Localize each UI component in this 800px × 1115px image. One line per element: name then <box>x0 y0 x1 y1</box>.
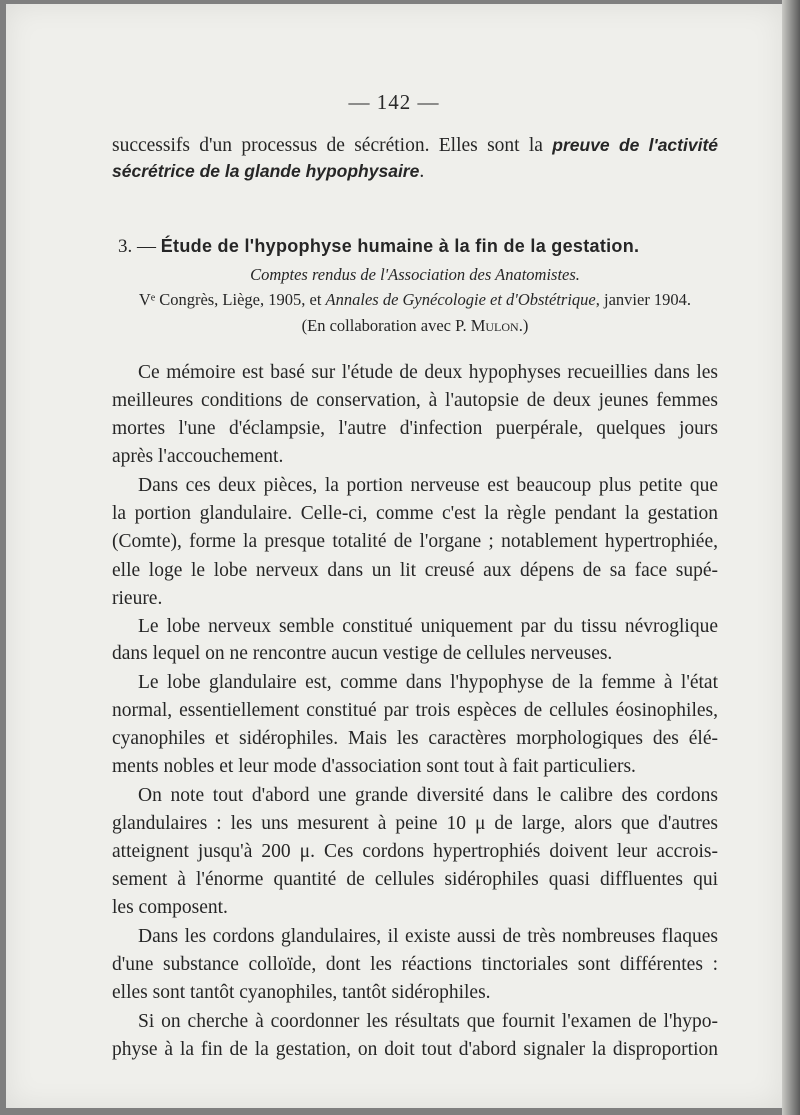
body-line: mortes l'une d'éclampsie, l'autre d'infection puerpérale, quelques jours <box>112 418 718 439</box>
page-text <box>112 4 718 1104</box>
body-line: glandulaires : les uns mesurent à peine 10 μ de large, alors que d'autres <box>112 813 718 834</box>
section-reference-3: (En collaboration avec P. Mulon.) <box>301 316 529 335</box>
intro-line-2: sécrétrice de la glande hypophysaire. <box>112 161 425 182</box>
intro-line-1: successifs d'un processus de sécrétion. Elles sont la preuve de l'activité <box>112 135 718 156</box>
body-line: cyanophiles et sidérophiles. Mais les caractères morphologiques des élé- <box>112 728 718 749</box>
body-line: Si on cherche à coordonner les résultats que fournit l'examen de l'hypo- <box>138 1011 718 1032</box>
body-line: elle loge le lobe nerveux dans un lit creusé aux dépens de sa face supé- <box>112 560 718 581</box>
page-number: — 142 — <box>348 90 440 114</box>
body-line: elles sont tantôt cyanophiles, tantôt sidérophiles. <box>112 982 491 1003</box>
body-line: Ce mémoire est basé sur l'étude de deux hypophyses recueillies dans les <box>138 362 718 383</box>
body-line: atteignent jusqu'à 200 μ. Ces cordons hypertrophiés doivent leur accrois- <box>112 841 718 862</box>
body-line: Dans les cordons glandulaires, il existe aussi de très nombreuses flaques <box>138 926 718 947</box>
body-line: Le lobe nerveux semble constitué uniquement par du tissu névroglique <box>138 616 718 637</box>
body-line: (Comte), forme la presque totalité de l'organe ; notablement hypertrophiée, <box>112 531 718 552</box>
body-line: On note tout d'abord une grande diversité dans le calibre des cordons <box>138 785 718 806</box>
body-line: les composent. <box>112 897 228 918</box>
body-line: normal, essentiellement constitué par trois espèces de cellules éosinophiles, <box>112 700 718 721</box>
page-edge-shadow <box>782 0 800 1115</box>
section-heading: 3. — Étude de l'hypophyse humaine à la fin de la gestation. <box>118 236 640 257</box>
document-page <box>6 4 782 1108</box>
body-line: Dans ces deux pièces, la portion nerveuse est beaucoup plus petite que <box>138 475 718 496</box>
body-line: la portion glandulaire. Celle-ci, comme c'est la règle pendant la gestation <box>112 503 718 524</box>
body-line: ments nobles et leur mode d'association sont tout à fait particuliers. <box>112 756 636 777</box>
body-line: d'une substance colloïde, dont les réactions tinctoriales sont différentes : <box>112 954 718 975</box>
section-reference-1: Comptes rendus de l'Association des Anatomistes. <box>250 265 580 284</box>
body-line: Le lobe glandulaire est, comme dans l'hypophyse de la femme à l'état <box>138 672 718 693</box>
body-line: après l'accouchement. <box>112 446 284 467</box>
body-line: dans lequel on ne rencontre aucun vestige de cellules nerveuses. <box>112 643 613 664</box>
body-line: meilleures conditions de conservation, à l'autopsie de deux jeunes femmes <box>112 390 718 411</box>
section-reference-2: Vᵉ Congrès, Liège, 1905, et Annales de Gynécologie et d'Obstétrique, janvier 1904. <box>138 290 692 309</box>
body-line: rieure. <box>112 588 163 609</box>
body-line: sement à l'énorme quantité de cellules sidérophiles quasi diffluentes qui <box>112 869 718 890</box>
body-line: physe à la fin de la gestation, on doit tout d'abord signaler la disproportion <box>112 1039 718 1060</box>
